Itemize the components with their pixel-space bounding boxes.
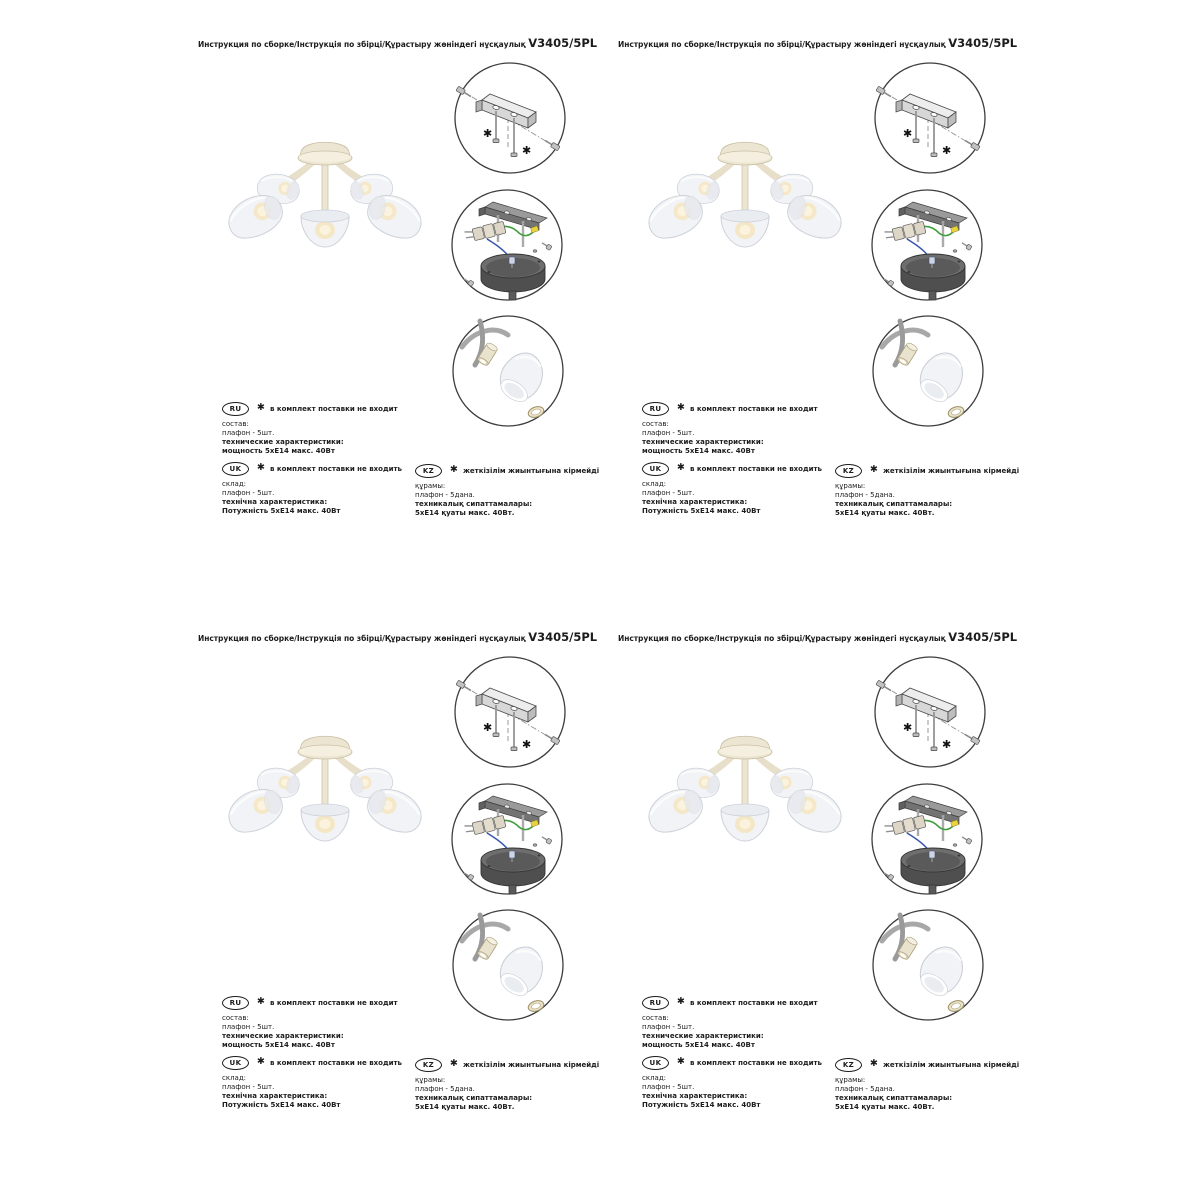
not-included-note-uk: в комплект поставки не входить — [689, 464, 822, 473]
spec-line: плафон - 5шт. — [222, 489, 275, 497]
asterisk-icon: ✱ — [257, 462, 265, 473]
not-included-note-ru: в комплект поставки не входит — [689, 998, 818, 1007]
kz-section — [415, 464, 600, 518]
uk-section — [642, 462, 827, 516]
uk-section — [222, 1056, 407, 1110]
spec-line: состав: — [222, 420, 249, 428]
spec-line: мощность 5хЕ14 макс. 40Вт — [642, 447, 755, 455]
not-included-note-uk: в комплект поставки не входить — [689, 1058, 822, 1067]
nut-icon — [953, 250, 957, 253]
lang-badge-ru: RU — [222, 996, 249, 1010]
asterisk-icon: ✱ — [483, 721, 493, 734]
spec-line: Потужність 5хЕ14 макс. 40Вт — [222, 507, 341, 515]
step2-wiring-diagram — [449, 187, 565, 303]
nut-icon — [533, 844, 537, 847]
spec-line: плафон - 5дана. — [415, 491, 475, 499]
asterisk-icon: ✱ — [257, 996, 265, 1007]
spec-line: техникалық сипаттамалары: — [415, 500, 533, 508]
model-number: V3405/5PL — [528, 630, 598, 644]
spec-line: құрамы: — [415, 482, 446, 490]
step2-wiring-diagram — [449, 781, 565, 897]
asterisk-icon: ✱ — [870, 1058, 878, 1069]
spec-line: мощность 5хЕ14 макс. 40Вт — [222, 1041, 335, 1049]
spec-line: 5хЕ14 қуаты макс. 40Вт. — [835, 1103, 935, 1111]
shade-center — [721, 210, 769, 247]
spec-line: плафон - 5шт. — [222, 1083, 275, 1091]
model-number: V3405/5PL — [948, 36, 1018, 50]
asterisk-icon: ✱ — [450, 1058, 458, 1069]
not-included-note-kz: жеткізілім жиынтығына кірмейді — [882, 1060, 1020, 1069]
chandelier-illustration — [635, 136, 855, 250]
ru-section — [222, 996, 407, 1050]
lang-badge-kz: KZ — [835, 464, 862, 478]
title-text: Инструкция по сборке/Інструкція по збірці/Құрастыру жөніндегі нұсқаулық — [198, 40, 526, 49]
spec-line: мощность 5хЕ14 макс. 40Вт — [642, 1041, 755, 1049]
not-included-note-kz: жеткізілім жиынтығына кірмейді — [462, 466, 600, 475]
spec-line: 5хЕ14 қуаты макс. 40Вт. — [835, 509, 935, 517]
nut-icon — [533, 250, 537, 253]
not-included-note-kz: жеткізілім жиынтығына кірмейді — [882, 466, 1020, 475]
spec-line: плафон - 5дана. — [415, 1085, 475, 1093]
lang-badge-ru: RU — [642, 996, 669, 1010]
not-included-note-ru: в комплект поставки не входит — [269, 404, 398, 413]
asterisk-icon: ✱ — [677, 996, 685, 1007]
chandelier-illustration — [215, 730, 435, 844]
spec-line: плафон - 5дана. — [835, 1085, 895, 1093]
lang-badge-uk: UK — [642, 462, 669, 476]
kz-section — [415, 1058, 600, 1112]
spec-line: 5хЕ14 қуаты макс. 40Вт. — [415, 509, 515, 517]
page-title — [198, 630, 597, 644]
spec-line: плафон - 5шт. — [222, 429, 275, 437]
shade-center — [721, 804, 769, 841]
page-title — [618, 630, 1017, 644]
spec-line: технічна характеристика: — [222, 1092, 328, 1100]
step2-wiring-diagram — [869, 187, 985, 303]
spec-line: 5хЕ14 қуаты макс. 40Вт. — [415, 1103, 515, 1111]
ru-section — [222, 402, 407, 456]
not-included-note-uk: в комплект поставки не входить — [269, 1058, 402, 1067]
title-text: Инструкция по сборке/Інструкція по збірці/Құрастыру жөніндегі нұсқаулық — [618, 40, 946, 49]
spec-line: технічна характеристика: — [642, 498, 748, 506]
spec-line: мощность 5хЕ14 макс. 40Вт — [222, 447, 335, 455]
asterisk-icon: ✱ — [483, 127, 493, 140]
step1-bracket-diagram — [872, 654, 988, 770]
step1-bracket-diagram — [872, 60, 988, 176]
spec-line: состав: — [642, 420, 669, 428]
ru-section — [642, 402, 827, 456]
step2-wiring-diagram — [869, 781, 985, 897]
spec-line: Потужність 5хЕ14 макс. 40Вт — [642, 1101, 761, 1109]
spec-line: технические характеристики: — [222, 438, 344, 446]
spec-line: Потужність 5хЕ14 макс. 40Вт — [222, 1101, 341, 1109]
model-number: V3405/5PL — [948, 630, 1018, 644]
chandelier-illustration — [215, 136, 435, 250]
spec-line: құрамы: — [835, 1076, 866, 1084]
spec-line: құрамы: — [415, 1076, 446, 1084]
spec-line: склад: — [642, 480, 667, 488]
step3-shade-diagram — [870, 313, 986, 429]
instruction-sheet — [600, 596, 1020, 1190]
asterisk-icon: ✱ — [677, 402, 685, 413]
step1-bracket-diagram — [452, 60, 568, 176]
spec-line: технічна характеристика: — [222, 498, 328, 506]
spec-line: плафон - 5шт. — [642, 1083, 695, 1091]
spec-line: плафон - 5шт. — [642, 1023, 695, 1031]
step3-shade-diagram — [870, 907, 986, 1023]
instruction-sheet — [180, 596, 600, 1190]
page-title — [198, 36, 597, 50]
spec-line: технические характеристики: — [222, 1032, 344, 1040]
asterisk-icon: ✱ — [942, 738, 952, 751]
spec-line: техникалық сипаттамалары: — [415, 1094, 533, 1102]
lang-badge-kz: KZ — [415, 464, 442, 478]
kz-section — [835, 464, 1020, 518]
instruction-sheet — [600, 2, 1020, 596]
asterisk-icon: ✱ — [450, 464, 458, 475]
asterisk-icon: ✱ — [677, 462, 685, 473]
spec-line: склад: — [222, 480, 247, 488]
spec-line: состав: — [222, 1014, 249, 1022]
asterisk-icon: ✱ — [522, 144, 532, 157]
spec-line: технические характеристики: — [642, 438, 764, 446]
step3-shade-diagram — [450, 313, 566, 429]
spec-line: плафон - 5дана. — [835, 491, 895, 499]
not-included-note-ru: в комплект поставки не входит — [689, 404, 818, 413]
shade-center — [301, 804, 349, 841]
spec-line: состав: — [642, 1014, 669, 1022]
title-text: Инструкция по сборке/Інструкція по збірці/Құрастыру жөніндегі нұсқаулық — [198, 634, 526, 643]
spec-line: технічна характеристика: — [642, 1092, 748, 1100]
spec-line: склад: — [222, 1074, 247, 1082]
spec-line: техникалық сипаттамалары: — [835, 1094, 953, 1102]
spec-line: плафон - 5шт. — [222, 1023, 275, 1031]
nut-icon — [953, 844, 957, 847]
lang-badge-uk: UK — [222, 1056, 249, 1070]
spec-line: плафон - 5шт. — [642, 489, 695, 497]
step3-shade-diagram — [450, 907, 566, 1023]
kz-section — [835, 1058, 1020, 1112]
lang-badge-kz: KZ — [835, 1058, 862, 1072]
lang-badge-uk: UK — [222, 462, 249, 476]
lang-badge-ru: RU — [642, 402, 669, 416]
spec-line: плафон - 5шт. — [642, 429, 695, 437]
spec-line: склад: — [642, 1074, 667, 1082]
instruction-sheet — [180, 2, 600, 596]
spec-line: құрамы: — [835, 482, 866, 490]
title-text: Инструкция по сборке/Інструкція по збірці/Құрастыру жөніндегі нұсқаулық — [618, 634, 946, 643]
step1-bracket-diagram — [452, 654, 568, 770]
uk-section — [642, 1056, 827, 1110]
asterisk-icon: ✱ — [257, 1056, 265, 1067]
asterisk-icon: ✱ — [677, 1056, 685, 1067]
chandelier-illustration — [635, 730, 855, 844]
spec-line: техникалық сипаттамалары: — [835, 500, 953, 508]
uk-section — [222, 462, 407, 516]
not-included-note-uk: в комплект поставки не входить — [269, 464, 402, 473]
asterisk-icon: ✱ — [522, 738, 532, 751]
shade-center — [301, 210, 349, 247]
spec-line: Потужність 5хЕ14 макс. 40Вт — [642, 507, 761, 515]
model-number: V3405/5PL — [528, 36, 598, 50]
not-included-note-kz: жеткізілім жиынтығына кірмейді — [462, 1060, 600, 1069]
asterisk-icon: ✱ — [942, 144, 952, 157]
ru-section — [642, 996, 827, 1050]
page-title — [618, 36, 1017, 50]
asterisk-icon: ✱ — [870, 464, 878, 475]
spec-line: технические характеристики: — [642, 1032, 764, 1040]
lang-badge-kz: KZ — [415, 1058, 442, 1072]
asterisk-icon: ✱ — [257, 402, 265, 413]
asterisk-icon: ✱ — [903, 721, 913, 734]
lang-badge-ru: RU — [222, 402, 249, 416]
not-included-note-ru: в комплект поставки не входит — [269, 998, 398, 1007]
lang-badge-uk: UK — [642, 1056, 669, 1070]
asterisk-icon: ✱ — [903, 127, 913, 140]
